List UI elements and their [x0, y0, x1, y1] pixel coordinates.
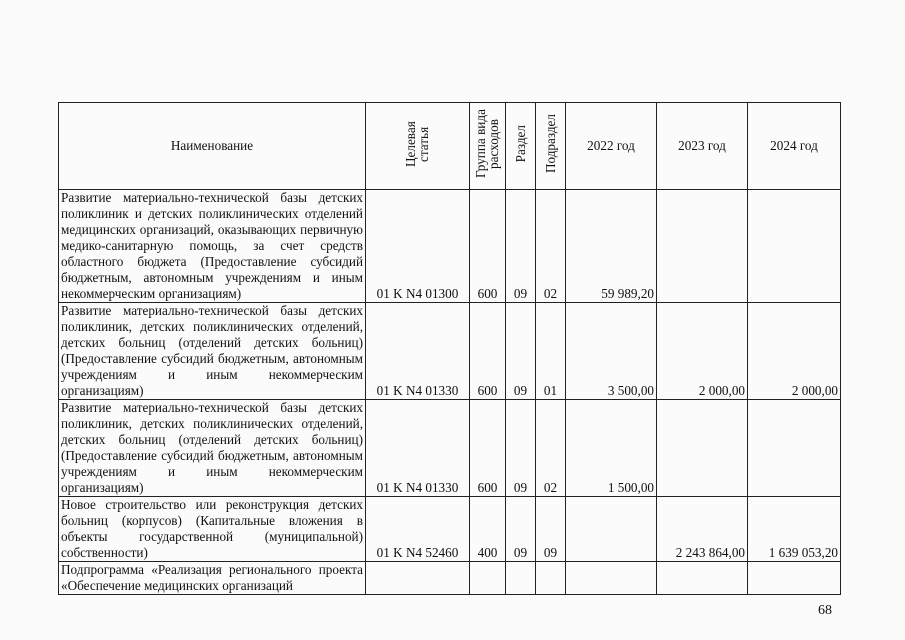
header-2023: 2023 год — [657, 103, 748, 190]
table-row — [59, 303, 841, 400]
table-row-partial — [59, 562, 841, 595]
row-section — [506, 562, 536, 595]
row-target: 01 K N4 52460 — [366, 497, 470, 562]
row-name: Развитие материально-технической базы детских поликлиник и детских поликлинических отделений медицинских организаций, оказывающих первичную медико-санитарную помощь, за счет средств областного бюджета (Предоставление субсидий бюджетным, автономным учреждениям и иным некоммерческим организациям) — [59, 190, 366, 303]
row-group: 600 — [470, 400, 506, 497]
row-2022: 3 500,00 — [566, 303, 657, 400]
row-2024 — [748, 190, 841, 303]
row-2023: 2 000,00 — [657, 303, 748, 400]
table-row — [59, 190, 841, 303]
row-section: 09 — [506, 400, 536, 497]
row-target: 01 K N4 01330 — [366, 303, 470, 400]
row-2022: 1 500,00 — [566, 400, 657, 497]
row-2023 — [657, 400, 748, 497]
row-name: Развитие материально-технической базы детских поликлиник, детских поликлинических отделений, детских больниц (отделений детских больниц) (Предоставление субсидий бюджетным, автономным учреждениям и иным некоммерческим организациям) — [59, 303, 366, 400]
row-2023: 2 243 864,00 — [657, 497, 748, 562]
header-expense-group: Группа вида расходов — [470, 103, 506, 190]
row-section: 09 — [506, 497, 536, 562]
table-header-row — [59, 103, 841, 190]
page-number: 68 — [818, 603, 832, 618]
row-section: 09 — [506, 190, 536, 303]
row-2024 — [748, 562, 841, 595]
row-group: 600 — [470, 303, 506, 400]
row-2024 — [748, 400, 841, 497]
row-name: Новое строительство или реконструкция детских больниц (корпусов) (Капитальные вложения в объекты государственной (муниципальной) собственности) — [59, 497, 366, 562]
row-group: 600 — [470, 190, 506, 303]
header-2022: 2022 год — [566, 103, 657, 190]
row-group — [470, 562, 506, 595]
row-subsection: 09 — [536, 497, 566, 562]
row-2024: 2 000,00 — [748, 303, 841, 400]
row-section: 09 — [506, 303, 536, 400]
table-row — [59, 400, 841, 497]
row-name: Подпрограмма «Реализация регионального проекта «Обеспечение медицинских организаций — [59, 562, 366, 595]
row-2023 — [657, 190, 748, 303]
row-2022 — [566, 562, 657, 595]
row-target — [366, 562, 470, 595]
row-subsection: 02 — [536, 190, 566, 303]
row-2023 — [657, 562, 748, 595]
row-name: Развитие материально-технической базы детских поликлиник, детских поликлинических отделений, детских больниц (отделений детских больниц) (Предоставление субсидий бюджетным, автономным учреждениям и иным некоммерческим организациям) — [59, 400, 366, 497]
header-target-article: Целевая статья — [366, 103, 470, 190]
row-2024: 1 639 053,20 — [748, 497, 841, 562]
row-group: 400 — [470, 497, 506, 562]
budget-table — [58, 102, 841, 595]
header-subsection: Подраздел — [536, 103, 566, 190]
row-subsection: 02 — [536, 400, 566, 497]
header-name: Наименование — [59, 103, 366, 190]
row-target: 01 K N4 01330 — [366, 400, 470, 497]
row-subsection: 01 — [536, 303, 566, 400]
row-subsection — [536, 562, 566, 595]
row-target: 01 K N4 01300 — [366, 190, 470, 303]
row-2022: 59 989,20 — [566, 190, 657, 303]
header-section: Раздел — [506, 103, 536, 190]
row-2022 — [566, 497, 657, 562]
header-2024: 2024 год — [748, 103, 841, 190]
table-row — [59, 497, 841, 562]
